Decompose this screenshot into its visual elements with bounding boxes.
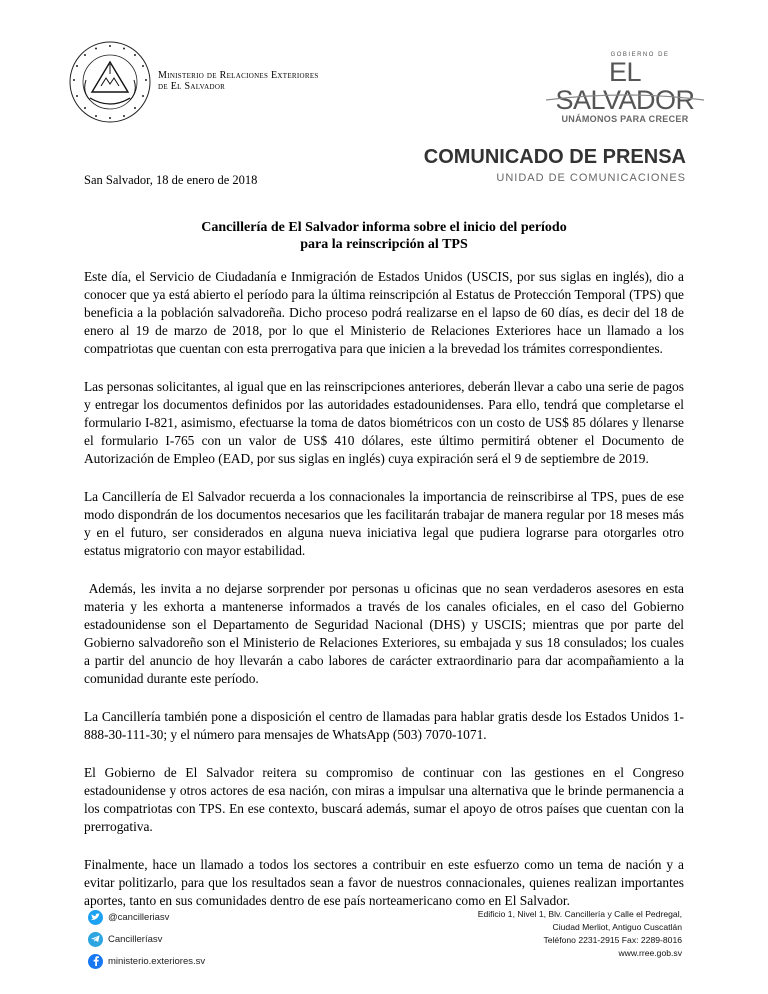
telegram-icon	[88, 932, 103, 947]
ministry-name-line2: de El Salvador	[158, 81, 226, 92]
paragraph-1: Este día, el Servicio de Ciudadanía e Inmigración de Estados Unidos (USCIS, por sus siglas en inglés), dio a conocer que ya está abierto el período para la última reinscripción al Estatus de Protección Temporal (TPS) que beneficia a la población salvadoreña. Dicho proceso podrá realizarse en el lapso de 60 días, es decir del 18 de enero al 19 de marzo de 2018, por lo que el Ministerio de Relaciones Exteriores hace un llamado a los compatriotas que cuentan con esta prerrogativa para que inicien a la brevedad los trámites correspondientes.	[84, 269, 684, 356]
paragraph-3: La Cancillería de El Salvador recuerda a los connacionales la importancia de reinscribirse al TPS, pues de ese modo dispondrán de los documentos necesarios que les facilitarán trabajar de manera regular por 18 meses más y en el futuro, ser considerados en alguna nueva iniciativa legal que pudiera lograrse para otorgarles otro estatus migratorio con mayor estabilidad.	[84, 489, 684, 558]
phone-fax: Teléfono 2231-2915 Fax: 2289-8016	[543, 935, 682, 945]
communications-unit: UNIDAD DE COMUNICACIONES	[496, 172, 686, 184]
paragraph-7: Finalmente, hace un llamado a todos los sectores a contribuir en este esfuerzo como un tema de nación y a evitar politizarlo, para que los resultados sean a favor de nuestros connacionales, quienes realizan importantes aportes, tanto en sus comunidades dentro de ese país norteamericano como en El Salvador.	[84, 857, 684, 908]
gov-logo-slogan: UNÁMONOS PARA CRECER	[561, 114, 689, 124]
paragraph-2: Las personas solicitantes, al igual que en las reinscripciones anteriores, deberán llevar a cabo una serie de pagos y entregar los documentos definidos por las autoridades estadounidenses. Para ello, tendrá que completarse el formulario I-821, asimismo, efectuarse la toma de datos biométricos con un costo de US$ 85 dólares y llenarse el formulario I-765 con un valor de US$ 410 dólares, este último permitirá obtener el Documento de Autorización de Empleo (EAD, por sus siglas en inglés) cuya expiración será el 9 de septiembre de 2019.	[84, 379, 684, 466]
headline-line1: Cancillería de El Salvador informa sobre el inicio del período	[201, 220, 567, 235]
paragraph-5: La Cancillería también pone a disposición el centro de llamadas para hablar gratis desde los Estados Unidos 1-888-30-111-30; y el número para mensajes de WhatsApp (503) 7070-1071.	[84, 709, 684, 742]
twitter-icon	[88, 910, 103, 925]
facebook-handle: ministerio.exteriores.sv	[108, 955, 206, 967]
ministry-name	[158, 70, 319, 92]
facebook-link[interactable]	[88, 950, 205, 972]
telegram-handle: Cancilleríasv	[108, 933, 163, 945]
paragraph-6: El Gobierno de El Salvador reitera su compromiso de continuar con las gestiones en el Congreso estadounidense y otros actores de esa nación, con miras a impulsar una alternativa que le brinde permanencia a los compatriotas con TPS. En ese contexto, buscará además, sumar el apoyo de otros países que cuentan con la prerrogativa.	[84, 765, 684, 834]
facebook-icon	[88, 954, 103, 969]
social-links	[88, 906, 205, 972]
website-link[interactable]: www.rree.gob.sv	[618, 948, 682, 958]
twitter-handle: @cancilleriasv	[108, 911, 170, 923]
gov-logo-name: EL SALVADOR	[555, 57, 695, 115]
headline-line2: para la reinscripción al TPS	[300, 237, 468, 252]
address-line1: Edificio 1, Nivel 1, Blv. Cancillería y Calle el Pedregal,	[477, 909, 682, 919]
letterhead	[0, 0, 768, 200]
paragraph-4: Además, les invita a no dejarse sorprender por personas u oficinas que no sean verdaderos asesores en esta materia y les exhorta a mantenerse informados a través de los canales oficiales, en el caso del Gobierno estadounidense son el Departamento de Seguridad Nacional (DHS) y USCIS; mientras que por parte del Gobierno salvadoreño son el Ministerio de Relaciones Exteriores, su embajada y sus 18 consulados; los cuales a partir del anuncio de hoy llevarán a cabo labores de carácter extraordinario para dar acompañamiento a la comunidad durante este período.	[84, 581, 688, 686]
government-logo	[540, 52, 710, 124]
telegram-link[interactable]	[88, 928, 205, 950]
coat-of-arms-seal-icon	[68, 40, 152, 124]
headline	[84, 219, 684, 253]
gov-logo-top-text: GOBIERNO DE	[610, 52, 670, 58]
dateline: San Salvador, 18 de enero de 2018	[84, 173, 258, 187]
twitter-link[interactable]	[88, 906, 205, 928]
contact-address	[478, 908, 682, 960]
logo-swoosh-icon	[540, 92, 710, 104]
press-release-title: COMUNICADO DE PRENSA	[423, 146, 686, 168]
ministry-name-line1: Ministerio de Relaciones Exteriores	[158, 70, 319, 81]
press-release-body	[84, 268, 688, 930]
footer	[0, 900, 768, 994]
address-line2: Ciudad Merliot, Antiguo Cuscatlán	[552, 922, 682, 932]
